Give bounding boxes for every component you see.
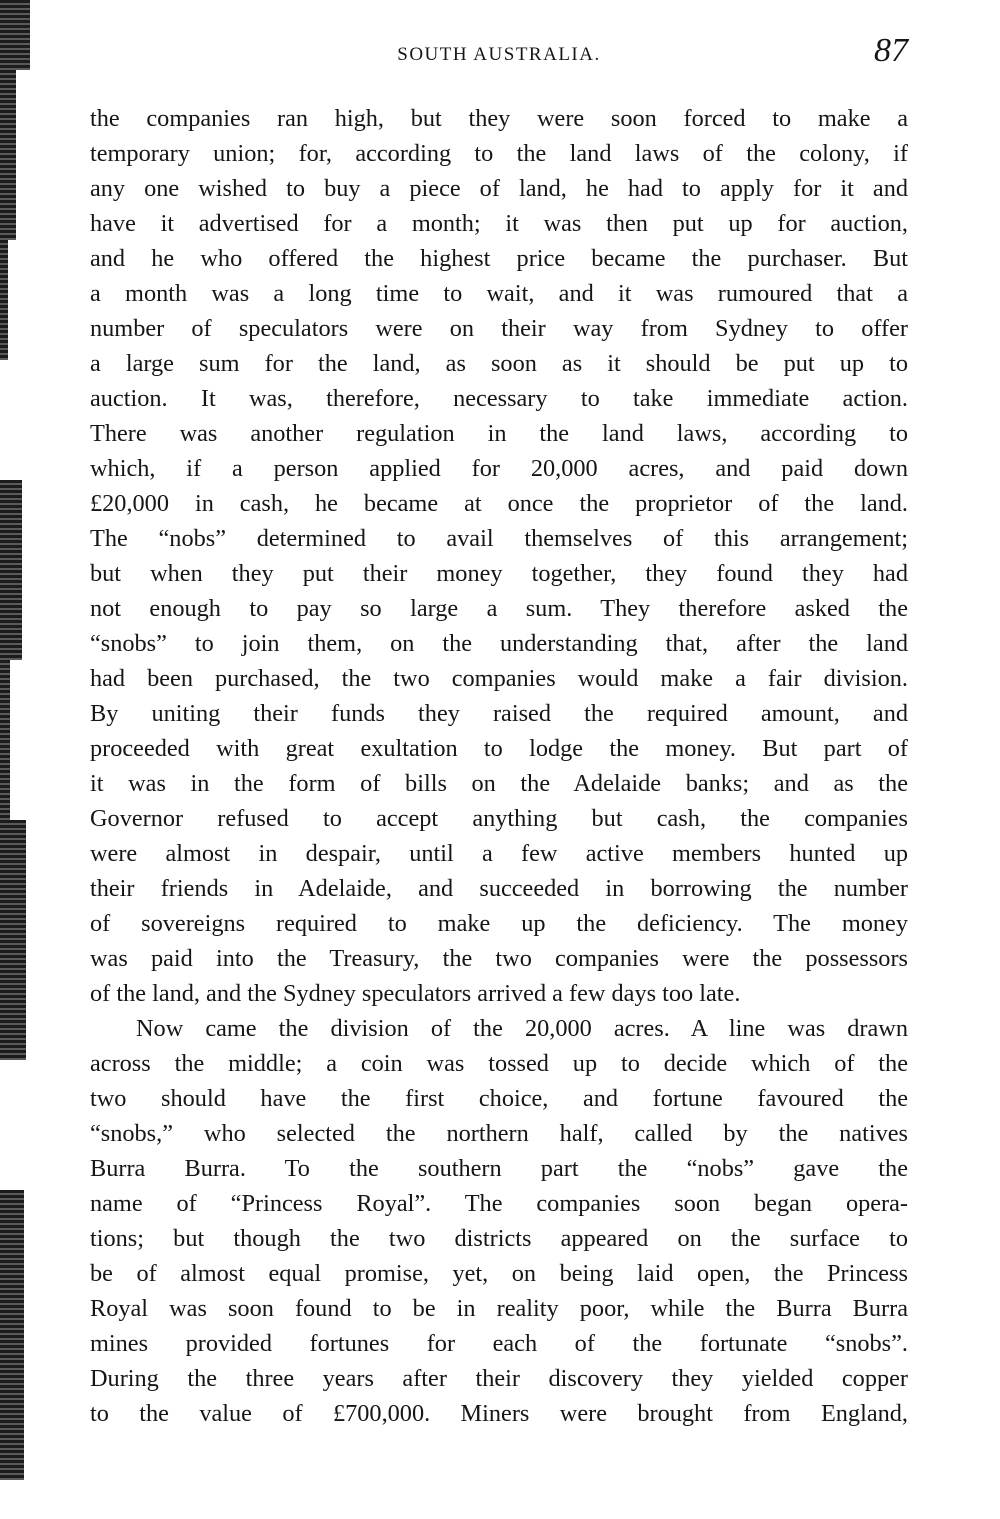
text-line: a month was a long time to wait, and it was rumoured that a xyxy=(90,280,908,307)
text-line: “snobs” to join them, on the understanding that, after the land xyxy=(90,630,908,657)
text-line: number of speculators were on their way from Sydney to offer xyxy=(90,315,908,342)
page-edge-shadow xyxy=(0,240,8,360)
page-number: 87 xyxy=(874,32,908,69)
text-line: £20,000 in cash, he became at once the proprietor of the land. xyxy=(90,490,908,517)
text-line: to the value of £700,000. Miners were brought from England, xyxy=(90,1400,908,1427)
text-line: their friends in Adelaide, and succeeded in borrowing the number xyxy=(90,875,908,902)
text-line: The “nobs” determined to avail themselves of this arrangement; xyxy=(90,525,908,552)
page-edge-shadow xyxy=(0,0,30,70)
text-line: By uniting their funds they raised the required amount, and xyxy=(90,700,908,727)
text-line: auction. It was, therefore, necessary to take immediate action. xyxy=(90,385,908,412)
page-edge-shadow xyxy=(0,70,16,240)
text-line: “snobs,” who selected the northern half, called by the natives xyxy=(90,1120,908,1147)
text-line: Burra Burra. To the southern part the “nobs” gave the xyxy=(90,1155,908,1182)
text-line: name of “Princess Royal”. The companies soon began opera- xyxy=(90,1190,908,1217)
text-line: was paid into the Treasury, the two companies were the possessors xyxy=(90,945,908,972)
text-line: have it advertised for a month; it was then put up for auction, xyxy=(90,210,908,237)
page-edge-shadow xyxy=(0,660,10,820)
text-line: temporary union; for, according to the land laws of the colony, if xyxy=(90,140,908,167)
text-line: had been purchased, the two companies would make a fair division. xyxy=(90,665,908,692)
text-line: and he who offered the highest price became the purchaser. But xyxy=(90,245,908,272)
text-line: Royal was soon found to be in reality poor, while the Burra Burra xyxy=(90,1295,908,1322)
body-text xyxy=(90,101,908,1431)
text-line: During the three years after their discovery they yielded copper xyxy=(90,1365,908,1392)
text-line: not enough to pay so large a sum. They therefore asked the xyxy=(90,595,908,622)
text-line: be of almost equal promise, yet, on being laid open, the Princess xyxy=(90,1260,908,1287)
running-head-title: SOUTH AUSTRALIA. xyxy=(397,44,601,65)
text-line: Governor refused to accept anything but cash, the companies xyxy=(90,805,908,832)
page-edge-shadow xyxy=(0,480,22,660)
scanned-page-edge xyxy=(0,0,34,1519)
text-line: the companies ran high, but they were soon forced to make a xyxy=(90,105,908,132)
text-line: a large sum for the land, as soon as it should be put up to xyxy=(90,350,908,377)
text-line: two should have the first choice, and fortune favoured the xyxy=(90,1085,908,1112)
page-edge-shadow xyxy=(0,1190,24,1480)
text-line: which, if a person applied for 20,000 acres, and paid down xyxy=(90,455,908,482)
text-line: it was in the form of bills on the Adelaide banks; and as the xyxy=(90,770,908,797)
text-line: but when they put their money together, they found they had xyxy=(90,560,908,587)
text-line: any one wished to buy a piece of land, he had to apply for it and xyxy=(90,175,908,202)
text-line: mines provided fortunes for each of the fortunate “snobs”. xyxy=(90,1330,908,1357)
page-edge-shadow xyxy=(0,820,26,1060)
text-line: of the land, and the Sydney speculators arrived a few days too late. xyxy=(90,980,741,1007)
text-line: across the middle; a coin was tossed up to decide which of the xyxy=(90,1050,908,1077)
text-line: tions; but though the two districts appeared on the surface to xyxy=(90,1225,908,1252)
text-line: There was another regulation in the land laws, according to xyxy=(90,420,908,447)
running-head xyxy=(90,26,908,86)
text-line: were almost in despair, until a few active members hunted up xyxy=(90,840,908,867)
text-line: Now came the division of the 20,000 acres. A line was drawn xyxy=(136,1015,908,1042)
text-line: proceeded with great exultation to lodge the money. But part of xyxy=(90,735,908,762)
text-line: of sovereigns required to make up the deficiency. The money xyxy=(90,910,908,937)
